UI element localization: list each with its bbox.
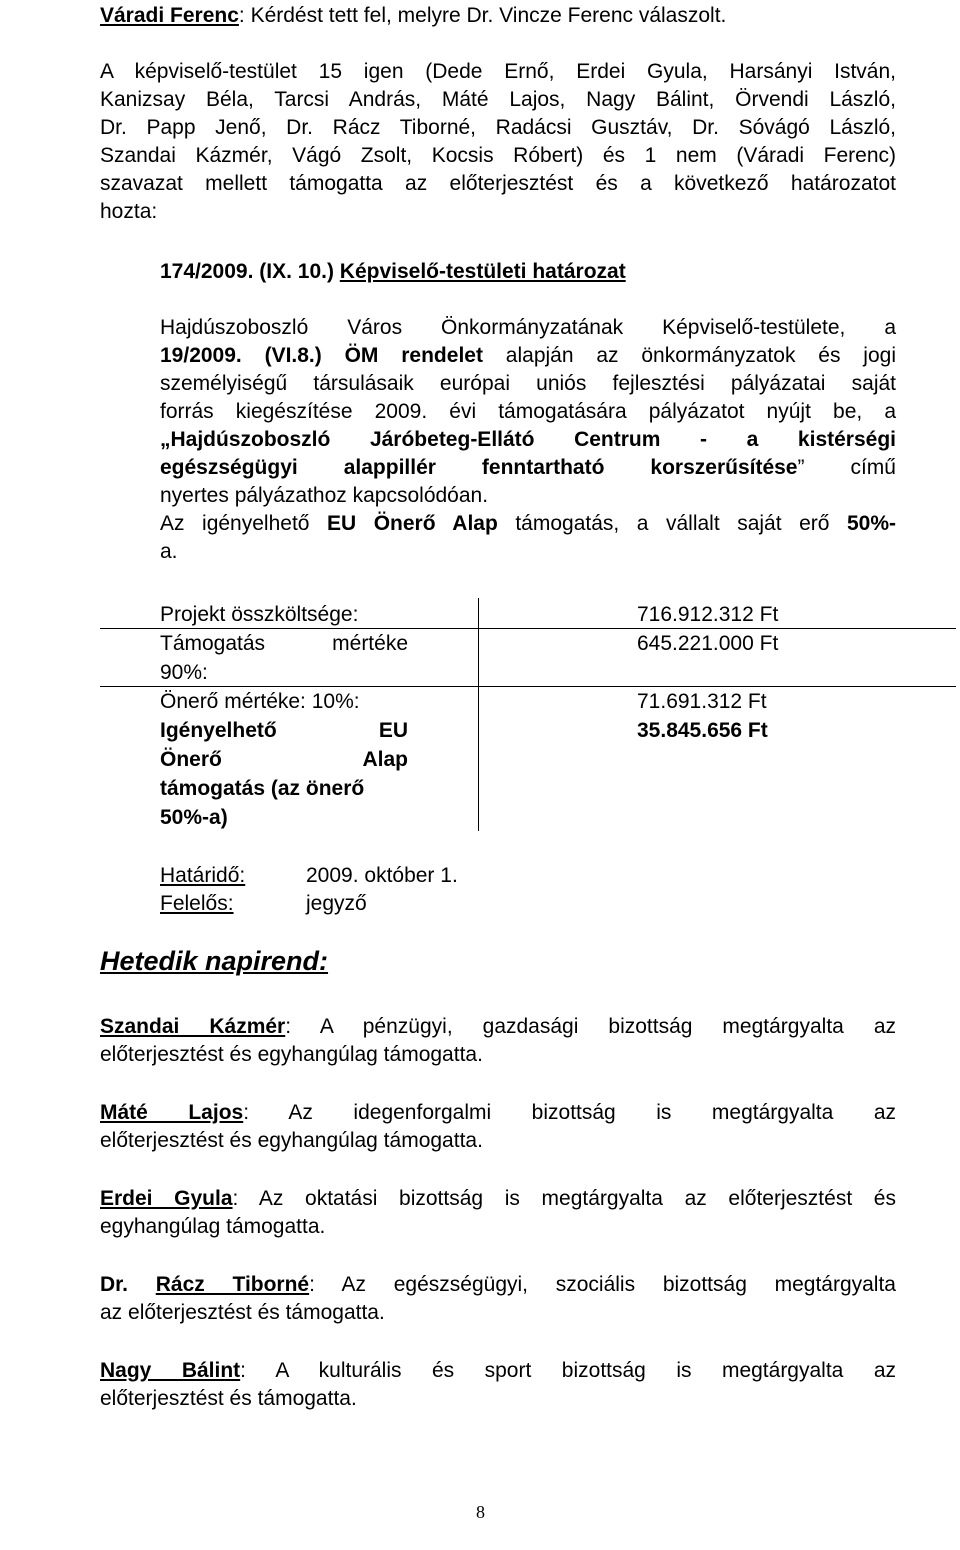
table-amount: 716.912.312 Ft xyxy=(637,603,779,626)
resolution-line: egészségügyi alappillér fenntartható korszerűsítése” című xyxy=(160,456,896,479)
resolution-number: 174/2009. (IX. 10.) xyxy=(160,260,340,283)
intro-text: : Kérdést tett fel, melyre Dr. Vincze Ferenc válaszolt. xyxy=(238,4,727,27)
resolution-label: Képviselő-testületi határozat xyxy=(339,260,626,283)
table-label: Igényelhető EU Önerő Alap támogatás (az önerő 50%-a) xyxy=(160,719,408,829)
page-number: 8 xyxy=(476,1502,485,1522)
resolution-line: Az igényelhető EU Önerő Alap támogatás, a vállalt saját erő 50%- xyxy=(160,512,896,535)
resolution-body xyxy=(160,314,896,566)
resolution-line: személyiségű társulásaik európai uniós fejlesztési pályázatai saját xyxy=(160,372,896,395)
statement: Dr. Rácz Tiborné: Az egészségügyi, szociális bizottság megtárgyalta az előterjesztést és támogatta. xyxy=(100,1273,896,1324)
table-amount: 71.691.312 Ft xyxy=(637,690,767,713)
speaker-name: Szandai Kázmér xyxy=(100,1015,286,1038)
statement: Szandai Kázmér: A pénzügyi, gazdasági bizottság megtárgyalta az előterjesztést és egyhangúlag támogatta. xyxy=(100,1015,897,1066)
deadline-block xyxy=(160,862,660,918)
vote-line: Szandai Kázmér, Vágó Zsolt, Kocsis Róbert) és 1 nem (Váradi Ferenc) xyxy=(100,144,896,167)
table-label: Támogatás mértéke 90%: xyxy=(160,632,408,684)
resolution-line: a. xyxy=(160,540,178,563)
statement: Máté Lajos: Az idegenforgalmi bizottság is megtárgyalta az előterjesztést és egyhangúlag támogatta. xyxy=(100,1101,897,1152)
speaker-name: Erdei Gyula xyxy=(100,1187,233,1210)
vote-line: Kanizsay Béla, Tarcsi András, Máté Lajos, Nagy Bálint, Örvendi László, xyxy=(100,88,896,111)
responsible-label: Felelős: xyxy=(160,892,234,915)
speaker-name: Máté Lajos xyxy=(100,1101,244,1124)
resolution-title xyxy=(160,258,860,286)
deadline-value: 2009. október 1. xyxy=(306,864,458,887)
vote-line: Dr. Papp Jenő, Dr. Rácz Tiborné, Radácsi Gusztáv, Dr. Sóvágó László, xyxy=(100,116,896,139)
speaker-name: Rácz Tiborné xyxy=(155,1273,310,1296)
resolution-line: forrás kiegészítése 2009. évi támogatására pályázatot nyújt be, a xyxy=(160,400,896,423)
table-divider-vertical xyxy=(478,598,479,831)
table-label: Projekt összköltsége: xyxy=(160,603,359,626)
deadline-label: Határidő: xyxy=(160,864,246,887)
statement: Erdei Gyula: Az oktatási bizottság is megtárgyalta az előterjesztést és egyhangúlag támogatta. xyxy=(100,1187,896,1238)
section-heading: Hetedik napirend: xyxy=(100,946,329,976)
resolution-line: „Hajdúszoboszló Járóbeteg-Ellátó Centrum - a kistérségi xyxy=(160,428,896,451)
resolution-line: Hajdúszoboszló Város Önkormányzatának Képviselő-testülete, a xyxy=(160,316,896,339)
table-label: Önerő mértéke: 10%: xyxy=(160,690,360,713)
table-amount: 645.221.000 Ft xyxy=(637,632,779,655)
resolution-line: 19/2009. (VI.8.) ÖM rendelet alapján az önkormányzatok és jogi xyxy=(160,344,896,367)
statement: Nagy Bálint: A kulturális és sport bizottság is megtárgyalta az előterjesztést és támogatta. xyxy=(100,1359,897,1410)
vote-line: szavazat mellett támogatta az előterjesztést és a következő határozatot xyxy=(100,172,896,195)
vote-line: hozta: xyxy=(100,200,158,223)
intro-line xyxy=(100,2,900,30)
speaker-name: Nagy Bálint xyxy=(100,1359,241,1382)
vote-paragraph xyxy=(100,58,896,226)
responsible-value: jegyző xyxy=(306,892,367,915)
vote-line: A képviselő-testület 15 igen (Dede Ernő, Erdei Gyula, Harsányi István, xyxy=(100,60,896,83)
resolution-line: nyertes pályázathoz kapcsolódóan. xyxy=(160,484,489,507)
table-amount: 35.845.656 Ft xyxy=(637,719,768,742)
speaker-name: Váradi Ferenc xyxy=(100,4,239,27)
